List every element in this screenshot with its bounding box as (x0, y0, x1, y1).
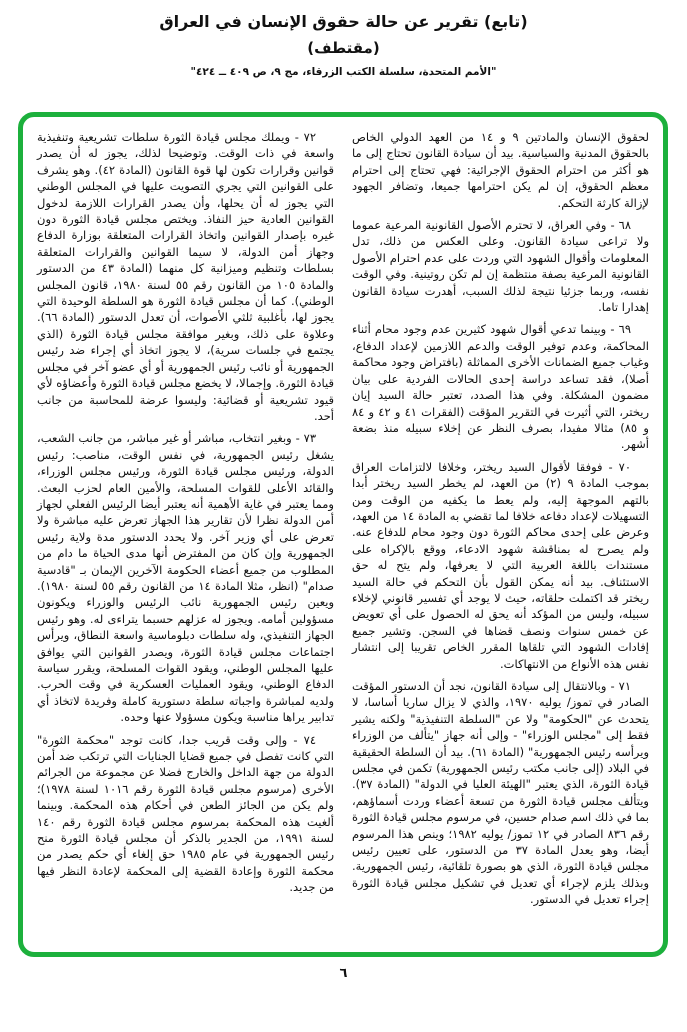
paragraph-74: ٧٤ - وإلى وقت قريب جدا، كانت توجد "محكمة الثورة" التي كانت تفصل في جميع قضايا الجنايات التي ترتكب ضد أمن الدولة من جهة الداخل والخارج فضلا عن مجموعة من الجرائم الأخرى (مرسوم مجلس قيادة الثورة رقم ١٠١٦ لسنة ١٩٧٨)؛ ولم يكن من الجائز الطعن في أحكام هذه المحكمة. وبينما ألغيت هذه المحكمة بمرسوم مجلس قيادة الثورة رقم ١٤٠ لسنة ١٩٩١، من الجدير بالذكر أن مجلس قيادة الثورة منح رئيس الجمهورية في عام ١٩٨٥ حق إلغاء أي حكم يصدر من محكمة الثورة وإعادة القضية إلى المحكمة لإعادة النظر فيها من جديد. (37, 732, 334, 895)
page-title: (تابع) تقرير عن حالة حقوق الإنسان في العراق (159, 12, 528, 31)
paragraph-69: ٦٩ - وبينما تدعي أقوال شهود كثيرين عدم وجود محام أثناء المحاكمة، وعدم توفير الوقت والدعم اللازمين لإعداد الدفاع، وغياب جميع الضمانات الأخرى المماثلة (بافتراض وجود محاكمة أصلا)، فقد تساعد دراسة إحدى الحالات الفردية على بيان مضمون المشكلة. وفي هذا الصدد، تعتبر حالة السيد إيان ريختر، التي أثيرت في التقرير المؤقت (الفقرات ٤١ و ٤٢ و ٨٤ و ٨٥) مثالا مفيدا، بصرف النظر عن إخلاء سبيله منذ بضعة أشهر. (352, 322, 649, 452)
paragraph-continuation: لحقوق الإنسان والمادتين ٩ و ١٤ من العهد الدولي الخاص بالحقوق المدنية والسياسية. بيد أن سيادة القانون تحتاج إلى ما هو أكثر من احترام الحقوق الإجرائية: فهي تحتاج إلى احترام معظم الحقوق، إن لم يكن احترامها جميعا، وتضافر الجهود لإزالة كارثة التحكم. (352, 130, 649, 210)
paragraph-73: ٧٣ - وبغير انتخاب، مباشر أو غير مباشر، من جانب الشعب، يشغل رئيس الجمهورية، في نفس الوقت، مناصب: رئيس الدولة، ورئيس مجلس قيادة الثورة، ورئيس مجلس الوزراء، والقائد الأعلى للقوات المسلحة، والأمين العام لحزب البعث. ومما يعتبر في غاية الأهمية أنه يعتبر أيضا الرئيس الفعلي لجهاز أمن الدولة نظرا لأن تقارير هذا الجهاز تعرض عليه مباشرة ولا تعرض على أي وزير آخر. ولا يحدد الدستور مدة ولاية رئيس الجمهورية وإن كان من المفترض أنها مدى الحياة ما دام من المطلوب من جميع أعضاء الحكومة الآخرين الإيمان بـ "قادسية صدام" (انظر، مثلا المادة ١٤ من القانون رقم ٥٥ لسنة ١٩٨٠). ويعين رئيس الجمهورية نائب الرئيس والوزراء ويكونون مسؤولين أمامه. ويجوز له عزلهم حسبما يتراءى له. وهو رئيس الجهاز التنفيذي، وله سلطات دبلوماسية واسعة النطاق، ويرأس اجتماعات مجلس قيادة الثورة، ويصدر القوانين التي يوافق عليها المجلس الوطني، ويقود القوات المسلحة، ويقرر سياسة الدفاع الوطني، ويقود العمليات العسكرية في وقت الحرب. ولديه لمباشرة واجباته سلطة دستورية كاملة وفريدة لاتخاذ أي تدابير يراها مناسبة ويكون مسؤولا عنها وحده. (37, 431, 334, 725)
page-subtitle: (مقتطف) (307, 39, 380, 57)
two-column-layout (37, 129, 649, 942)
paragraph-71: ٧١ - وبالانتقال إلى سيادة القانون، نجد أن الدستور المؤقت الصادر في تموز/ يوليه ١٩٧٠، والذي لا يزال ساريا أساسا، لا يتحدث عن "الحكومة" ولا عن "السلطة التنفيذية" ولكنه يشير فقط إلى "مجلس الوزراء" - وإلى أنه جهاز "يتألف من الوزراء ويرأسه رئيس الجمهورية" (المادة ٦١). بيد أن السلطة الحقيقية في البلاد (إلى جانب مكتب رئيس الجمهورية) تكمن في مجلس قيادة الثورة، الذي يعتبر "الهيئة العليا في الدولة" (المادة ٣٧). ويتألف مجلس قيادة الثورة من تسعة أعضاء وردت أسماؤهم، بما في ذلك اسم صدام حسين، في مرسوم مجلس قيادة الثورة رقم ٨٣٦ الصادر في ١٢ تموز/ يوليه ١٩٨٢؛ وينص هذا المرسوم أيضا، وهو يعدل المادة ٣٧ من الدستور، على تعيين رئيس مجلس قيادة الثورة، الذي هو بصورة تلقائية، رئيس الجمهورية. وبذلك يلزم لإجراء أي تعديل في تشكيل مجلس قيادة الثورة إجراء تعديل في الدستور. (352, 679, 650, 907)
paragraph-70: ٧٠ - فوفقا لأقوال السيد ريختر، وخلافا لالتزامات العراق بموجب المادة ٩ (٢) من العهد، لم يخطر السيد ريختر أبدا بالتهم الموجهة إليه، ولم يعط ما يكفيه من الوقت ومن التسهيلات لإعداد دفاعه خلافا لما تقضي به المادة ١٤ من العهد، وعرض على إحدى محاكم الثورة دون وجود محام للدفاع عنه. ولم يصرح له بمناقشة شهود الادعاء، ووقع بالإكراه على مستندات باللغة العربية التي لا يعرفها، ولم يتح له حق الاستئناف. بيد أنه يمكن القول بأن التحكم في حالة السيد ريختر قد اكتملت حلقاته، حيث لا يوجد أي تفسير قانوني لإخلاء سبيله، وليس من المؤكد أنه يحق له الحصول على أي تعويض عن خمس سنوات ونصف قضاها في السجن. وتشير جميع إفادات الشهود التي تلقاها المقرر الخاص تقريبا إلى انتشار نفس هذه الأنواع من الانتهاكات. (352, 459, 649, 671)
paragraph-72: ٧٢ - ويملك مجلس قيادة الثورة سلطات تشريعية وتنفيذية واسعة في ذات الوقت. وتوضيحا لذلك، يجوز له أن يصدر قوانين وقرارات تكون لها قوة القانون (المادة ٤٢). وهو يشرف على القوانين التي يجري التصويت عليها في المجلس الوطني التي يجوز له أن يحلها، وأن يصدر القرارات اللازمة لدخول القوانين العادية حيز النفاذ. ويختص مجلس قيادة الثورة دون غيره بإصدار القوانين واتخاذ القرارات المتعلقة بوزارة الدفاع وجهاز أمن الدولة، لا سيما القوانين والقرارات المتعلقة بسلطات وتنظيم وميزانية كل منهما (المادة ٤٣ من الدستور والمادة ١٠٥ من القانون رقم ٥٥ لسنة ١٩٨٠، قانون المجلس الوطني). كما أن مجلس قيادة الثورة هو السلطة الوحيدة التي يجوز لها، بأغلبية ثلثي الأصوات، أن تعدل الدستور (المادة ٦٦). وعلاوة على ذلك، وبغير موافقة مجلس قيادة الثورة (الذي يجتمع في جلسات سرية)، لا يجوز اتخاذ أي إجراء ضد رئيس الجمهورية أو نائب رئيس الجمهورية أو أي عضو آخر في مجلس قيادة الثورة. وإجمالا، لا يخضع مجلس قيادة الثورة وأعضاؤه لأي قيود تشريعية أو قضائية: وليسوا عرضة للمحاسبة من جانب أحد. (36, 130, 335, 423)
paragraph-68: ٦٨ - وفي العراق، لا تحترم الأصول القانونية المرعية عموما ولا تراعى سيادة القانون. وعلى العكس من ذلك، تدل المعلومات وأقوال الشهود التي وردت على عدم احترام الأصول القانونية المرعية بصفة منتظمة إن لم تكن روتينية. وفي الوقت نفسه، وربما جزئيا نتيجة لذلك السبب، أهدرت سيادة القانون إهدارا تاما. (352, 218, 649, 315)
column-left (37, 129, 334, 942)
column-right (352, 129, 649, 942)
document-header (0, 0, 687, 78)
text-frame (18, 112, 668, 957)
source-citation: "الأمم المتحدة، سلسلة الكتب الزرقاء، مج ٩، ص ٤٠٩ ــ ٤٢٤" (190, 66, 497, 78)
page-number: ٦ (339, 966, 348, 981)
